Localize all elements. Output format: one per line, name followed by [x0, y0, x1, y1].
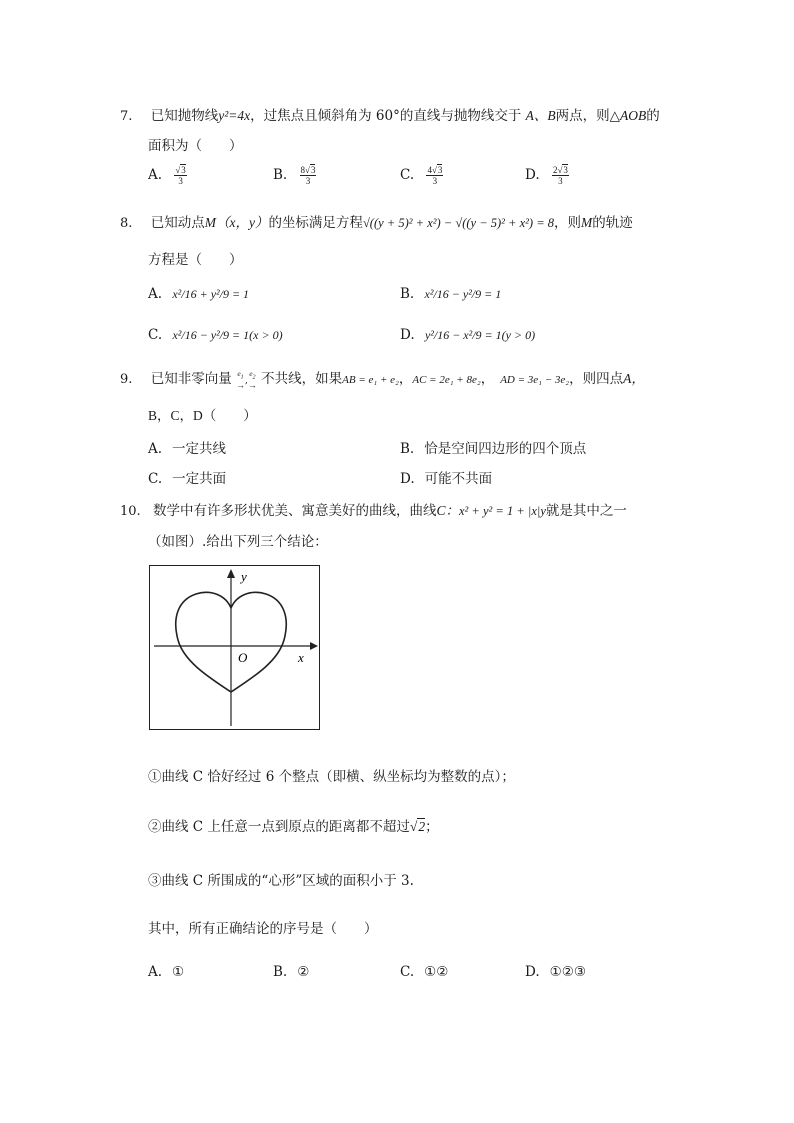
- q9-option-b[interactable]: B. 恰是空间四边形的四个顶点: [400, 441, 587, 457]
- q10-option-d[interactable]: D. ①②③: [525, 964, 586, 980]
- q8-option-c[interactable]: C. x²/16 − y²/9 = 1(x > 0): [148, 327, 283, 343]
- q10-conclusion-3: ③曲线 C 所围成的“心形”区域的面积小于 3.: [148, 873, 414, 889]
- q7-option-a[interactable]: A. $\frac{√3}{3}$: [148, 165, 186, 186]
- q8-option-b[interactable]: B. x²/16 − y²/9 = 1: [400, 286, 502, 302]
- q10-conclusion-1: ①曲线 C 恰好经过 6 个整点（即横、纵坐标均为整数的点）；: [148, 769, 515, 785]
- q10-conclusion-2: ②曲线 C 上任意一点到原点的距离都不超过√2；: [148, 819, 439, 835]
- origin-label: O: [238, 650, 248, 665]
- x-axis-arrow: [310, 642, 318, 650]
- q10-option-c[interactable]: C. ①②: [400, 964, 449, 980]
- q9-option-a[interactable]: A. 一定共线: [148, 441, 227, 457]
- q7-number: 7.: [120, 109, 133, 124]
- q9-stem: 9. 已知非零向量 $e_1$ → , $e_2$ → 不共线，如果AB = e₁ + e₂，AC = 2e₁ + 8e₂， AD = 3e₁ − 3e₂，则四点A，: [120, 369, 645, 390]
- q10-question: 其中，所有正确结论的序号是（ ）: [148, 921, 378, 937]
- q8-option-a[interactable]: A. x²/16 + y²/9 = 1: [148, 286, 250, 302]
- q10-equation: x² + y² = 1 + |x|y: [459, 504, 546, 518]
- q7-option-d[interactable]: D. $\frac{2√3}{3}$: [525, 165, 568, 186]
- y-axis-arrow: [227, 569, 235, 578]
- q10-option-b[interactable]: B. ②: [273, 964, 310, 980]
- q8-equation: √((y + 5)² + x²) − √((y − 5)² + x²) = 8: [362, 216, 555, 230]
- q10-line2: （如图）.给出下列三个结论：: [148, 534, 328, 550]
- q9-option-d[interactable]: D. 可能不共面: [400, 471, 493, 487]
- q9-vector-ac: AC = 2e₁ + 8e₂: [412, 374, 481, 386]
- q9-line2: B，C，D（ ）: [148, 408, 257, 423]
- q8-line2: 方程是（ ）: [148, 252, 243, 268]
- q7-stem: 7. 已知抛物线y²=4x，过焦点且倾斜角为 60°的直线与抛物线交于 A、B两点，则△AOB的: [120, 108, 660, 124]
- heart-curve-svg: [150, 566, 319, 729]
- q7-option-c[interactable]: C. $\frac{4√3}{3}$: [400, 165, 443, 186]
- q9-vector-ab: AB = e₁ + e₂: [342, 374, 399, 386]
- q10-number: 10.: [120, 504, 141, 519]
- q8-stem: 8. 已知动点M（x，y）的坐标满足方程√((y + 5)² + x²) − √((y − 5)² + x²) = 8，则M的轨迹: [120, 215, 633, 231]
- q7-option-b[interactable]: B. $\frac{8√3}{3}$: [273, 165, 316, 186]
- q9-option-c[interactable]: C. 一定共面: [148, 471, 227, 487]
- x-label: x: [298, 650, 304, 665]
- heart-curve-figure: [149, 565, 320, 730]
- q10-stem: 10. 数学中有许多形状优美、寓意美好的曲线，曲线C：x² + y² = 1 + |x|y就是其中之一: [120, 503, 627, 519]
- y-label: y: [241, 569, 247, 584]
- vector-e2: $e_2$ →: [247, 369, 257, 390]
- q8-option-d[interactable]: D. y²/16 − x²/9 = 1(y > 0): [400, 327, 536, 343]
- q9-number: 9.: [120, 372, 133, 387]
- vector-e1: $e_1$ →: [236, 369, 245, 390]
- q10-option-a[interactable]: A. ①: [148, 964, 185, 980]
- q7-line2: 面积为（ ）: [148, 138, 243, 154]
- q9-vector-ad: AD = 3e₁ − 3e₂: [500, 374, 570, 386]
- q8-number: 8.: [120, 216, 133, 231]
